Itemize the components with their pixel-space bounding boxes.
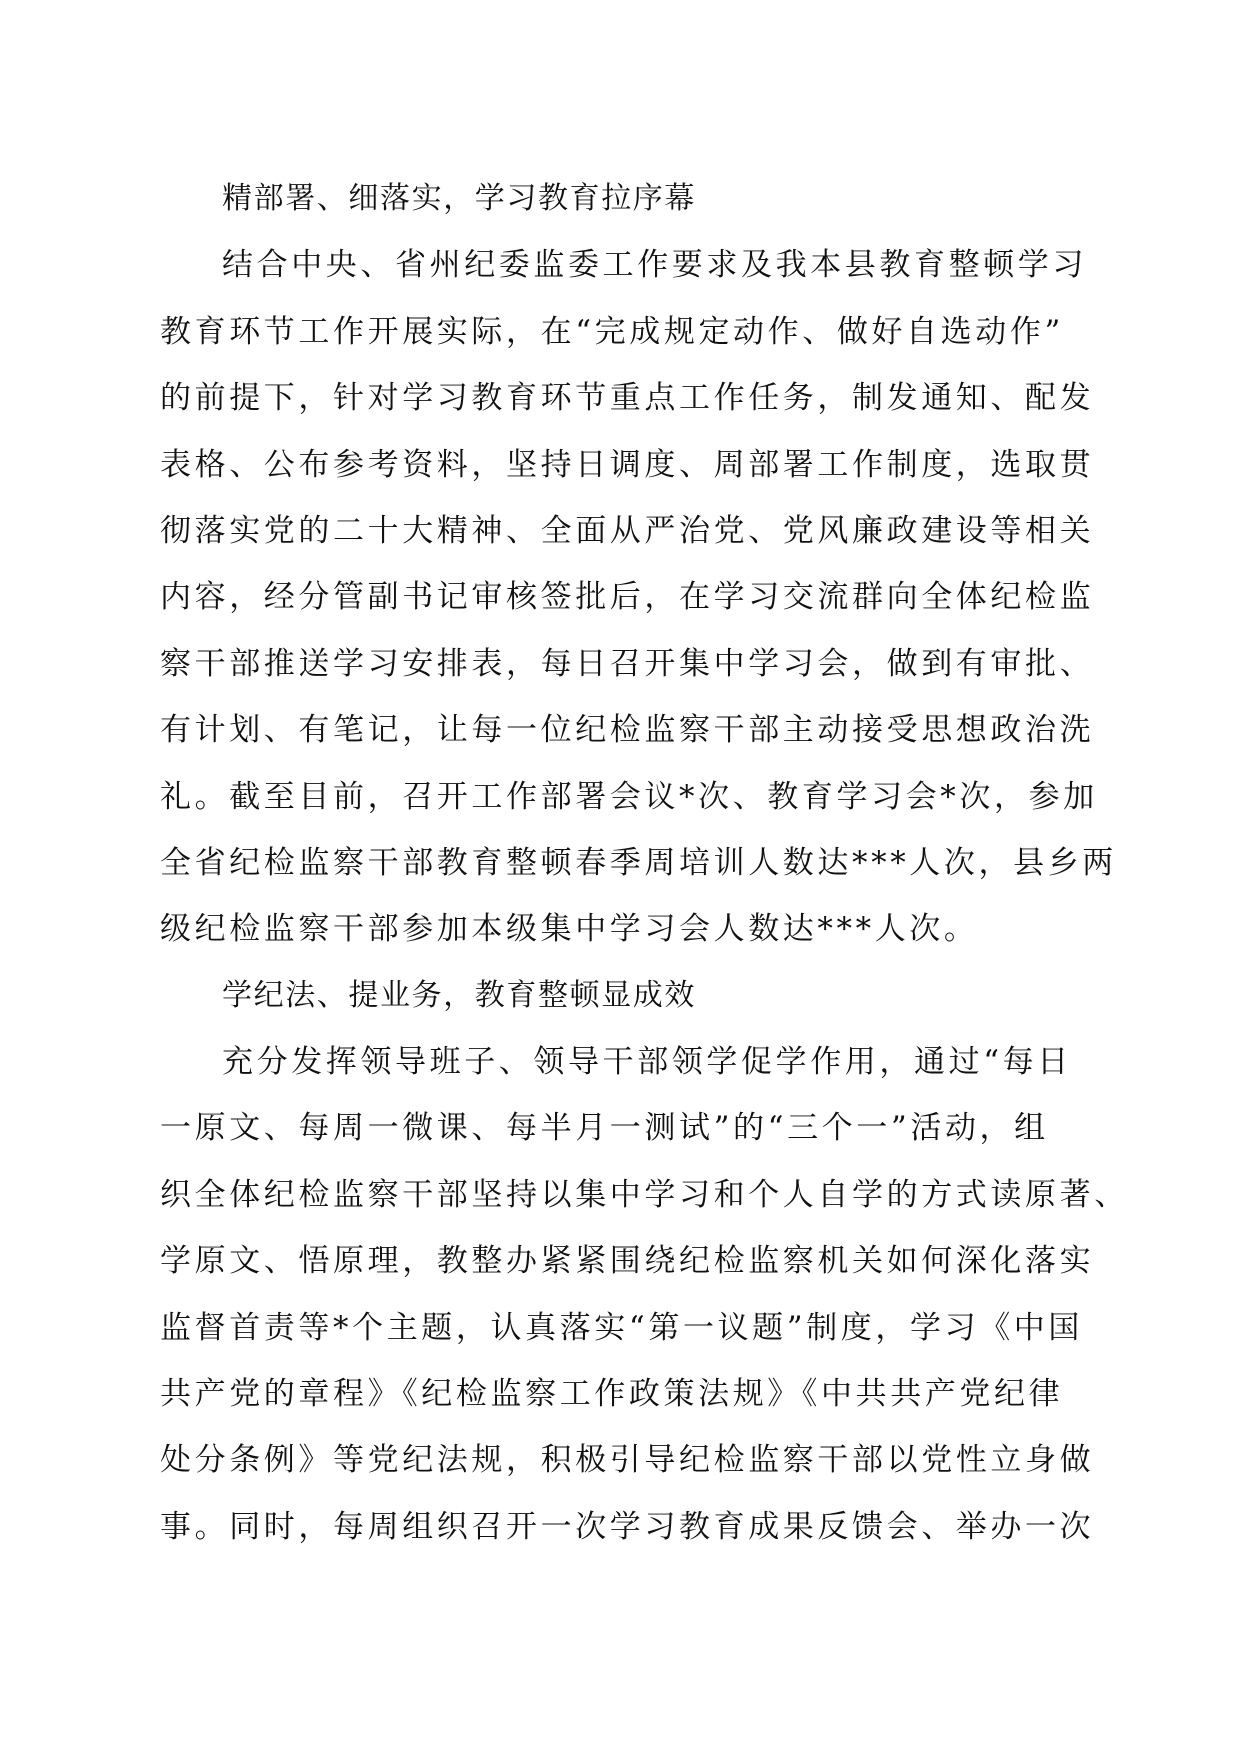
paragraph-line: 表格、公布参考资料，坚持日调度、周部署工作制度，选取贯 xyxy=(160,446,1095,483)
section-paragraph xyxy=(160,232,1117,962)
paragraph-line: 监督首责等*个主题，认真落实“第一议题”制度，学习《中国 xyxy=(160,1309,1083,1346)
section-paragraph xyxy=(160,1029,1129,1560)
paragraph-line: 共产党的章程》《纪检监察工作政策法规》《中共共产党纪律 xyxy=(160,1376,1064,1413)
paragraph-line: 事。同时，每周组织召开一次学习教育成果反馈会、举办一次 xyxy=(160,1508,1095,1545)
paragraph-line: 处分条例》等党纪法规，积极引导纪检监察干部以党性立身做 xyxy=(160,1442,1095,1479)
paragraph-line: 充分发挥领导班子、领导干部领学促学作用，通过“每日 xyxy=(222,1044,1072,1081)
paragraph-line: 礼。截至目前，召开工作部署会议*次、教育学习会*次，参加 xyxy=(160,778,1098,815)
document-body xyxy=(160,166,1129,1560)
section-1 xyxy=(160,166,1117,963)
section-heading: 学纪法、提业务，教育整顿显成效 xyxy=(222,977,696,1013)
section-heading: 精部署、细落实，学习教育拉序幕 xyxy=(222,181,696,216)
paragraph-line: 织全体纪检监察干部坚持以集中学习和个人自学的方式读原著、 xyxy=(160,1176,1129,1213)
paragraph-line: 彻落实党的二十大精神、全面从严治党、党风廉政建设等相关 xyxy=(160,512,1095,549)
paragraph-line: 内容，经分管副书记审核签批后，在学习交流群向全体纪检监 xyxy=(160,579,1095,616)
paragraph-line: 结合中央、省州纪委监委工作要求及我本县教育整顿学习 xyxy=(222,247,1087,284)
paragraph-line: 级纪检监察干部参加本级集中学习会人数达***人次。 xyxy=(160,911,979,948)
section-2 xyxy=(160,963,1129,1561)
paragraph-line: 学原文、悟原理，教整办紧紧围绕纪检监察机关如何深化落实 xyxy=(160,1243,1095,1280)
paragraph-line: 察干部推送学习安排表，每日召开集中学习会，做到有审批、 xyxy=(160,645,1095,682)
paragraph-line: 的前提下，针对学习教育环节重点工作任务，制发通知、配发 xyxy=(160,380,1095,417)
paragraph-line: 教育环节工作开展实际，在“完成规定动作、做好自选动作” xyxy=(160,313,1064,350)
paragraph-line: 全省纪检监察干部教育整顿春季周培训人数达***人次，县乡两 xyxy=(160,844,1117,881)
paragraph-line: 有计划、有笔记，让每一位纪检监察干部主动接受思想政治洗 xyxy=(160,712,1095,749)
paragraph-line: 一原文、每周一微课、每半月一测试”的“三个一”活动，组 xyxy=(160,1110,1049,1147)
